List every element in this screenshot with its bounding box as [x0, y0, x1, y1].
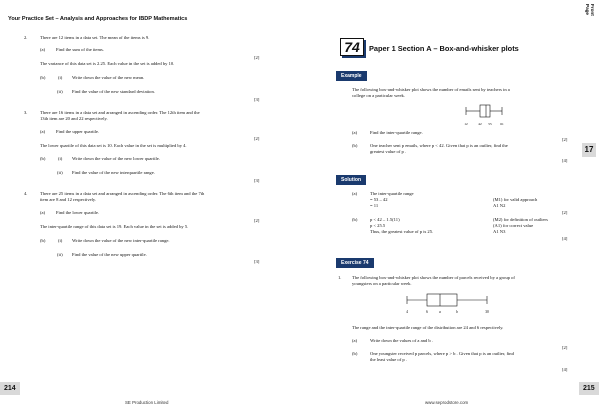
- footer-publisher: SE Production Limited: [125, 400, 169, 405]
- mark-scheme: A1 N2: [493, 203, 506, 208]
- example-part-b: One teacher sent p emails, where p < 42. Given that p is an outlier, find the: [370, 143, 508, 148]
- mark-scheme: (M1) for valid approach: [493, 197, 538, 202]
- example-tag: Example: [336, 71, 367, 81]
- chapter-tab: 17: [582, 143, 596, 157]
- axis-label: 4: [406, 310, 408, 314]
- exercise-stem: The following box-and-whisker plot shows the number of parcels received by a group of: [352, 275, 515, 280]
- page-number: 215: [579, 382, 599, 395]
- example-part-b: greatest value of p .: [370, 149, 407, 154]
- mark-scheme: (A1) for correct value: [493, 223, 534, 228]
- exercise-stem: youngsters on a particular week.: [352, 281, 412, 286]
- part-b-i-text: Write down the value of the new inter-quartile range.: [72, 238, 170, 243]
- right-page: [300, 0, 600, 420]
- part-label: (a): [352, 130, 358, 135]
- question-stem: item are 8 and 12 respectively.: [40, 197, 97, 202]
- axis-label: 6: [426, 310, 428, 314]
- question-info: The lower quartile of this data set is 10. Each value in the set is multiplied by 4.: [40, 143, 187, 148]
- exercise-tag: Exercise 74: [336, 258, 374, 268]
- marks: [3]: [254, 178, 260, 183]
- question-stem: There are 12 items in a data set. The mean of the items is 9.: [40, 35, 150, 40]
- part-label: (a): [40, 210, 46, 215]
- mark-scheme: A1 N3: [493, 229, 506, 234]
- part-b-ii-text: Find the value of the new interquartile range.: [72, 170, 155, 175]
- mark-scheme: (M2) for definition of outliers: [493, 217, 548, 222]
- question-stem: There are 16 items in a data set and arranged in ascending order. The 12th item and the: [40, 110, 200, 115]
- question-info: The inter-quartile range of this data set is 19. Each value in the set is added by 5.: [40, 224, 189, 229]
- marks: [2]: [562, 137, 568, 142]
- solution-line: Thus, the greatest value of p is 25.: [370, 229, 434, 234]
- part-label: (b): [40, 238, 46, 243]
- exercise-part-b: the least value of p .: [370, 357, 407, 362]
- part-label: (b): [40, 156, 46, 161]
- exercise-part-b: One youngster received p parcels, where p > b . Given that p is an outlier, find: [370, 351, 514, 356]
- question-number: 2.: [24, 35, 28, 40]
- question-info: The variance of this data set is 2.25. Each value in the set is added by 10.: [40, 61, 175, 66]
- part-label: (b): [352, 351, 358, 356]
- part-label: (a): [352, 338, 358, 343]
- solution-line: = 11: [370, 203, 379, 208]
- part-label: (a): [40, 47, 46, 52]
- subpart-label: (i): [58, 156, 63, 161]
- part-b-i-text: Write down the value of the new mean.: [72, 75, 145, 80]
- front-page-tab-text: Front Page: [585, 4, 595, 16]
- axis-label: 12: [464, 122, 468, 126]
- part-label: (b): [352, 143, 358, 148]
- subpart-label: (i): [58, 238, 63, 243]
- example-stem: The following box-and-whisker plot shows the number of emails sent by teachers in a: [352, 87, 510, 92]
- part-label: (b): [40, 75, 46, 80]
- part-b-i-text: Write down the value of the new lower quartile.: [72, 156, 160, 161]
- question-number: 1.: [338, 275, 342, 280]
- subpart-label: (ii): [57, 89, 63, 94]
- question-stem: There are 25 items in a data set and arranged in ascending order. The 6th item and the 7th: [40, 191, 205, 196]
- axis-label: 55: [488, 122, 492, 126]
- axis-label: b: [456, 310, 458, 314]
- marks: [2]: [254, 218, 260, 223]
- part-a-text: Find the sum of the items.: [56, 47, 104, 52]
- exercise-info: The range and the inter-quartile range of the distribution are 24 and 6 respectively.: [352, 325, 504, 330]
- subpart-label: (i): [58, 75, 63, 80]
- example-stem: college on a particular week.: [352, 93, 405, 98]
- marks: [2]: [562, 345, 568, 350]
- solution-line: p < 25.5: [370, 223, 386, 228]
- solution-line: = 53 – 42: [370, 197, 388, 202]
- section-title: Paper 1 Section A – Box-and-whisker plots: [369, 44, 519, 53]
- axis-label: 42: [478, 122, 482, 126]
- solution-line: p < 42 – 1.5(11): [370, 217, 400, 222]
- part-label: (a): [40, 129, 46, 134]
- page-number: 214: [0, 382, 20, 395]
- part-b-ii-text: Find the value of the new standard deviation.: [72, 89, 155, 94]
- marks: [2]: [254, 136, 260, 141]
- exercise-part-a: Write down the values of a and b .: [370, 338, 433, 343]
- section-number-badge: 74: [340, 38, 364, 56]
- part-b-ii-text: Find the value of the new upper quartile.: [72, 252, 147, 257]
- solution-tag: Solution: [336, 175, 366, 185]
- axis-label: 61: [500, 122, 504, 126]
- book-header: Your Practice Set – Analysis and Approaches for IBDP Mathematics: [8, 16, 188, 22]
- question-number: 4.: [24, 191, 28, 196]
- exercise-box-plot: [395, 288, 505, 316]
- axis-label: 30: [485, 310, 489, 314]
- question-number: 3.: [24, 110, 28, 115]
- axis-label: a: [439, 310, 441, 314]
- part-label: (a): [352, 191, 358, 196]
- marks: [2]: [254, 55, 260, 60]
- box: [480, 105, 490, 117]
- example-box-plot: [450, 100, 510, 128]
- marks: [4]: [562, 236, 568, 241]
- marks: [4]: [562, 367, 568, 372]
- marks: [3]: [254, 259, 260, 264]
- footer-website: www.seprodstore.com: [425, 400, 469, 405]
- subpart-label: (ii): [57, 252, 63, 257]
- box: [427, 294, 457, 306]
- example-part-a: Find the inter-quartile range.: [370, 130, 423, 135]
- part-a-text: Find the lower quartile.: [56, 210, 100, 215]
- solution-line: The inter-quartile range: [370, 191, 414, 196]
- marks: [4]: [562, 158, 568, 163]
- subpart-label: (ii): [57, 170, 63, 175]
- part-a-text: Find the upper quartile.: [56, 129, 100, 134]
- marks: [3]: [254, 97, 260, 102]
- part-label: (b): [352, 217, 358, 222]
- question-stem: 13th item are 20 and 22 respectively.: [40, 116, 108, 121]
- marks: [2]: [562, 210, 568, 215]
